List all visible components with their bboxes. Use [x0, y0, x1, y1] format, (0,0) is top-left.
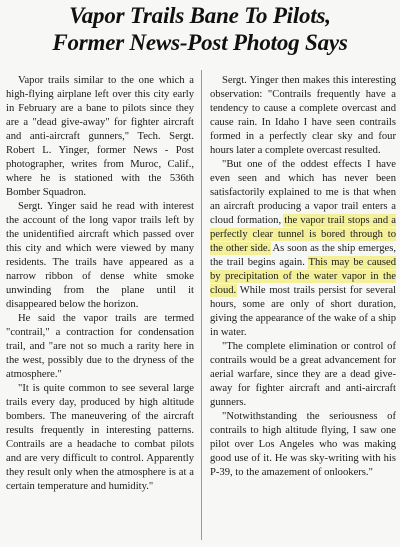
column-divider [201, 70, 202, 540]
headline [6, 2, 394, 56]
right-paragraph-3: "The complete elimination or control of contrails would be a great advancement for aerial warfare, since they are a dead give-away for fighter aircraft and anti-aircraft gunners. [210, 341, 396, 408]
right-paragraph-4: "Notwithstanding the seriousness of contrails to high altitude flying, I saw one pilot over Los Angeles who was making good use of it. He was sky-writing with his P-39, to the amazement of onlookers." [210, 411, 396, 478]
right-column [210, 74, 396, 480]
left-paragraph-1: Vapor trails similar to the one which a high-flying airplane left over this city early in February are a bane to pilots since they are a "dead give-away" for fighter aircraft and anti-aircraft gunners," Tech. Sergt. Robert L. Yinger, former News - Post photographer, writes from Muroc, Calif., where he is stationed with the 536th Bomber Squadron. [6, 75, 194, 198]
right-paragraph-1: Sergt. Yinger then makes this interesting observation: "Contrails frequently have a tendency to cause a complete overcast and cause rain. In Idaho I have seen contrails formed in a perfectly clear sky and four hours later a complete overcast resulted. [210, 75, 396, 156]
right-paragraph-2-middle: As soon as the ship emerges, the trail begins again. [210, 243, 396, 268]
right-paragraph-2-start: "But one of the oddest effects I have even seen and which has never been satisfactorily explained to me is that when an aircraft producing a vapor trail enters a cloud formation, [210, 159, 396, 226]
left-column [6, 74, 194, 494]
highlighted-text-tunnel: the vapor trail stops and a perfectly clear tunnel is bored through to the other side. [210, 215, 396, 254]
right-paragraph-2-end: While most trails persist for several hours, some are only of short duration, giving the appearance of the wake of a ship in water. [210, 285, 396, 338]
left-paragraph-4: "It is quite common to see several large trails every day, produced by high altitude bombers. The maneuvering of the aircraft results frequently in interesting patterns. Contrails are a headache to combat pilots and are very difficult to control. Apparently they result only when the atmosphere is at a certain temperature and humidity." [6, 383, 194, 492]
headline-line-1: Vapor Trails Bane To Pilots, [69, 3, 331, 28]
left-paragraph-3: He said the vapor trails are termed "contrail," a contraction for condensation trail, and "are not so much a rarity here in the west, possibly due to the dryness of the atmosphere." [6, 313, 194, 380]
headline-line-2: Former News-Post Photog Says [52, 30, 348, 55]
right-paragraph-2 [210, 158, 396, 340]
highlighted-text-precipitation: This may be caused by precipitation of the water vapor in the cloud. [210, 257, 396, 296]
left-paragraph-2: Sergt. Yinger said he read with interest the account of the long vapor trails left by the unidentified aircraft which passed over this city and which were viewed by many residents. The trails have appeared as a narrow ribbon of dense white smoke unwinding from the plane until it disappeared below the horizon. [6, 201, 194, 310]
